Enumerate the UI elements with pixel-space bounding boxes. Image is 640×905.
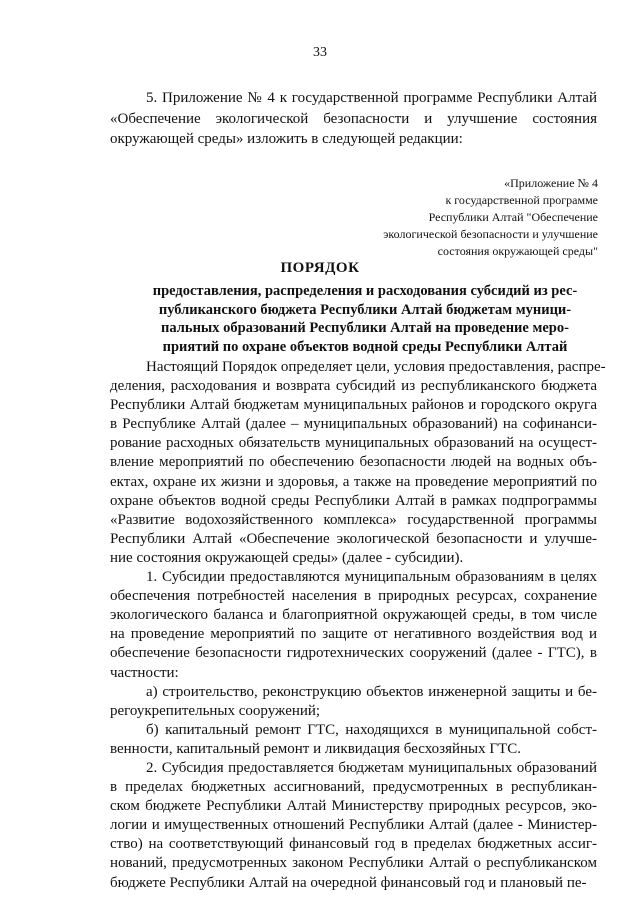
- appendix-line: «Приложение № 4: [504, 176, 598, 190]
- paragraph-line: в пределах бюджетных ассигнований, предусмотренных в республикан-: [110, 779, 597, 796]
- paragraph-line: ектах, охране их жизни и здоровья, а также на проведение мероприятий по: [110, 473, 597, 490]
- paragraph-line: Республики Алтай бюджетам муниципальных районов и городского округа: [110, 397, 597, 414]
- subtitle-line: предоставления, распределения и расходования субсидий из рес-: [152, 283, 578, 299]
- paragraph-line: ском бюджете Республики Алтай Министерству природных ресурсов, эко-: [110, 798, 597, 815]
- paragraph-line: вление мероприятий по обеспечению безопасности людей на водных объ-: [110, 454, 597, 471]
- page-number: 33: [313, 45, 327, 60]
- body-paragraph: [110, 683, 597, 721]
- document-body: [110, 358, 606, 893]
- paragraph-line: «Развитие водохозяйственного комплекса» государственной программы: [110, 511, 597, 528]
- paragraph-line: 1. Субсидии предоставляются муниципальным образованиям в целях: [146, 569, 597, 586]
- intro-paragraph: 5. Приложение № 4 к государственной программе Республики Алтай «Обеспечение экологической безопасности и улучшение состояния окружающей среды» изложить в следующей редакции:: [110, 90, 597, 147]
- subtitle-line: приятий по охране объектов водной среды Республики Алтай: [162, 338, 568, 355]
- subtitle-line: публиканского бюджета Республики Алтай бюджетам муници-: [158, 301, 572, 318]
- paragraph-line: венности, капитальный ремонт и ликвидация бесхозяйных ГТС.: [110, 740, 521, 757]
- paragraph-line: на проведение мероприятий по защите от негативного воздействия вод и: [110, 626, 597, 643]
- subtitle-line: пальных образований Республики Алтай на проведение меро-: [161, 320, 569, 337]
- appendix-header: [338, 175, 598, 260]
- paragraph-line: ство) на соответствующий финансовый год в пределах бюджетных ассиг-: [110, 836, 597, 853]
- paragraph-line: бюджете Республики Алтай на очередной финансовый год и плановый пе-: [110, 874, 587, 891]
- appendix-line: Республики Алтай "Обеспечение: [428, 210, 598, 224]
- paragraph-line: регоукрепительных сооружений;: [110, 702, 321, 719]
- paragraph-line: Республики Алтай «Обеспечение экологической безопасности и улучше-: [110, 530, 597, 547]
- paragraph-line: б) капитальный ремонт ГТС, находящихся в муниципальной собст-: [146, 721, 597, 738]
- paragraph-line: Настоящий Порядок определяет цели, условия предоставления, распре-: [146, 359, 606, 375]
- paragraph-line: в Республике Алтай (далее – муниципальных образований) на софинанси-: [110, 416, 597, 433]
- paragraph-line: охране объектов водной среды Республики Алтай в рамках подпрограммы: [110, 492, 597, 509]
- body-paragraph: [110, 358, 606, 568]
- paragraph-line: обеспечения потребностей населения в природных ресурсах, сохранение: [110, 588, 597, 605]
- body-paragraph: [110, 721, 597, 759]
- paragraph-line: ние состояния окружающей среды» (далее - субсидии).: [110, 549, 464, 566]
- paragraph-line: обеспечение безопасности гидротехнических сооружений (далее - ГТС), в: [110, 645, 597, 662]
- paragraph-line: частности:: [110, 664, 179, 681]
- body-paragraph: [110, 568, 597, 683]
- appendix-line: к государственной программе: [445, 193, 598, 207]
- body-paragraph: [110, 759, 597, 893]
- appendix-line: экологической безопасности и улучшение: [383, 227, 598, 241]
- paragraph-line: деления, расходования и возврата субсидий из республиканского бюджета: [110, 378, 597, 395]
- document-subtitle: [130, 282, 600, 356]
- document-title: ПОРЯДОК: [280, 260, 360, 276]
- paragraph-line: 2. Субсидия предоставляется бюджетам муниципальных образований: [146, 759, 597, 776]
- paragraph-line: а) строительство, реконструкцию объектов инженерной защиты и бе-: [146, 683, 597, 700]
- paragraph-line: логии и имущественных отношений Республики Алтай (далее - Министер-: [110, 817, 597, 834]
- paragraph-line: экологического баланса и благоприятной окружающей среды, в том числе: [110, 607, 597, 624]
- paragraph-line: рование расходных обязательств муниципальных образований на осущест-: [110, 435, 597, 452]
- appendix-line: состояния окружающей среды": [437, 244, 598, 258]
- paragraph-line: нований, предусмотренных законом Республики Алтай о республиканском: [110, 855, 597, 872]
